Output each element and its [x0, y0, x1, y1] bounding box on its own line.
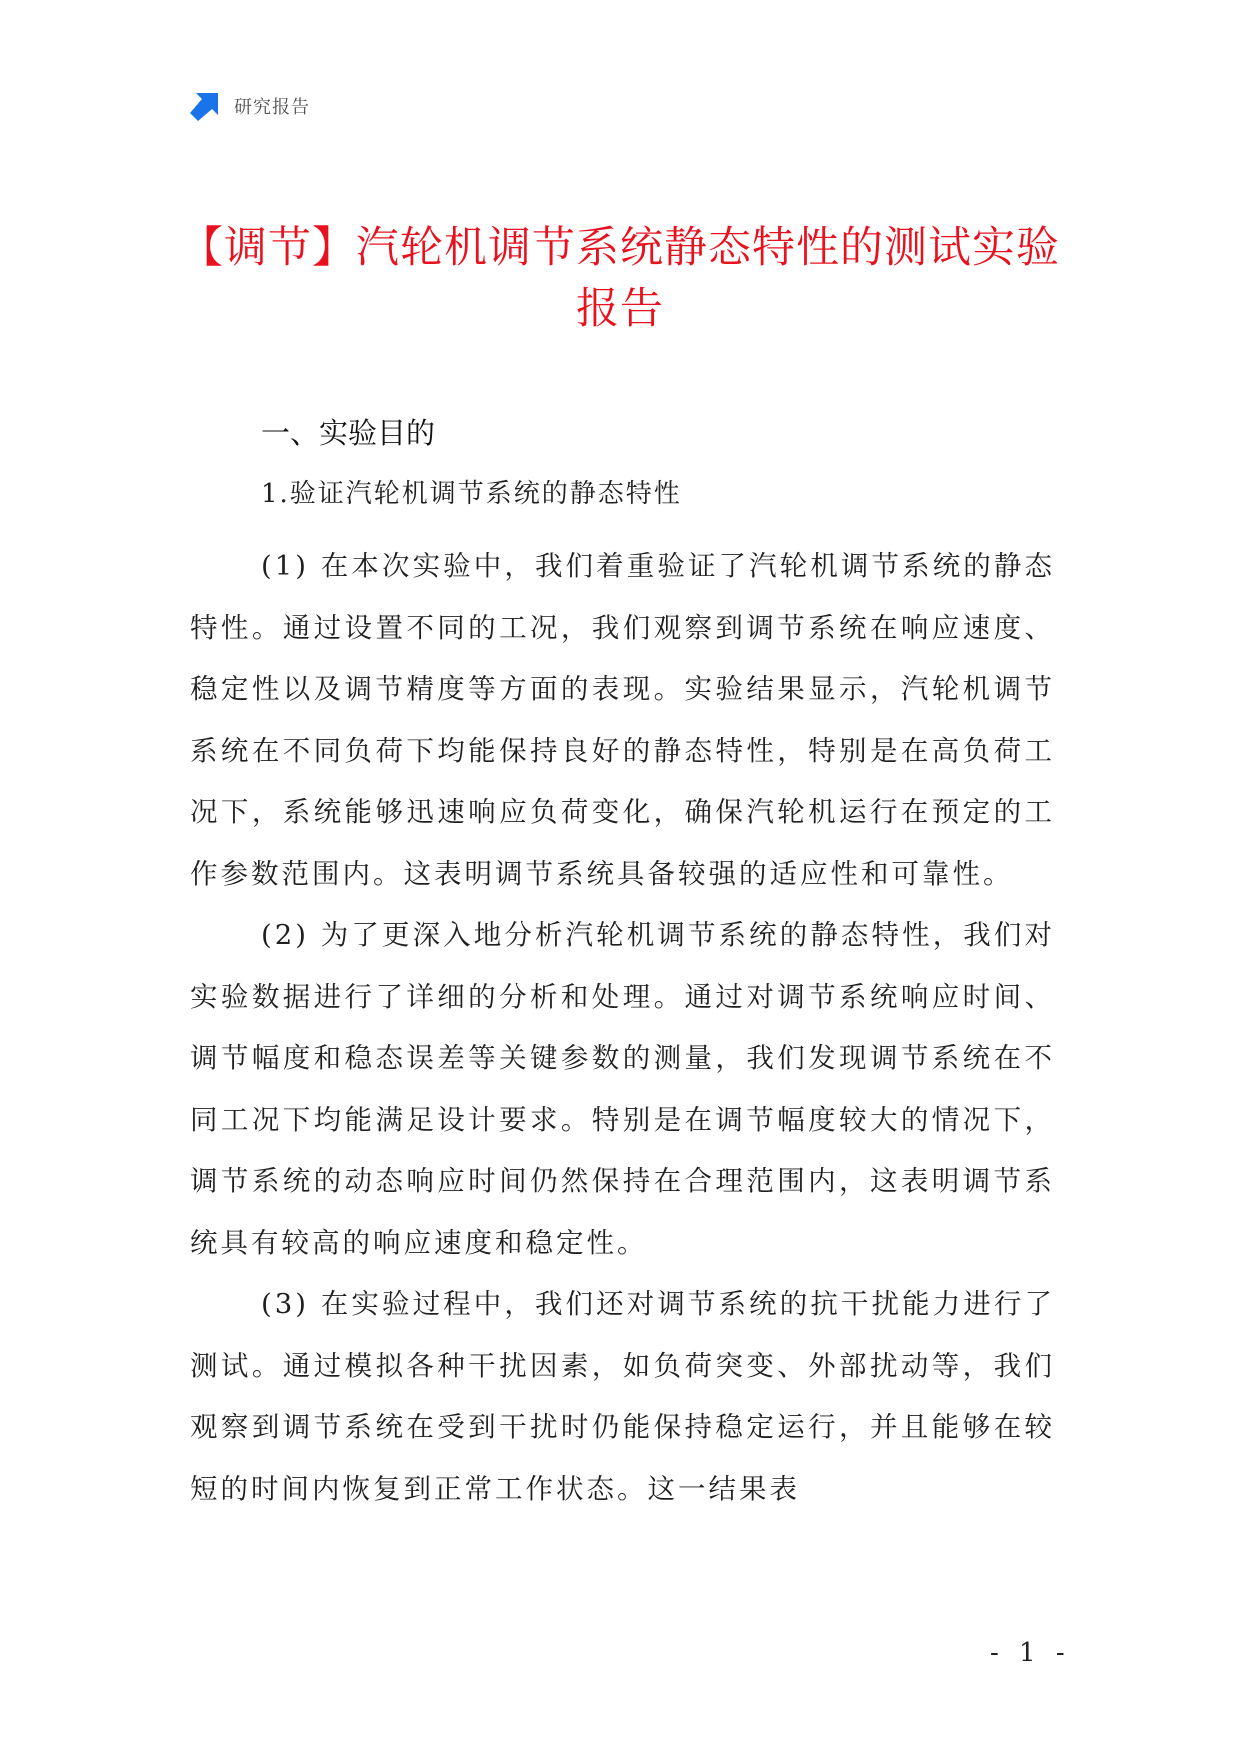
document-title: 【调节】汽轮机调节系统静态特性的测试实验报告 [180, 223, 1060, 334]
paragraph-3: (3) 在实验过程中，我们还对调节系统的抗干扰能力进行了测试。通过模拟各种干扰因素，如负荷突变、外部扰动等，我们观察到调节系统在受到干扰时仍能保持稳定运行，并且能够在较短的时间内恢复到正常工作状态。这一结果表 [190, 1288, 1055, 1505]
subheading: 1.验证汽轮机调节系统的静态特性 [261, 479, 682, 509]
section-heading: 一、实验目的 [261, 416, 436, 450]
page-number: - 1 - [990, 1638, 1071, 1668]
arrow-up-right-icon [190, 91, 220, 121]
document-body [190, 415, 1055, 1520]
paragraph-1: (1) 在本次实验中，我们着重验证了汽轮机调节系统的静态特性。通过设置不同的工况，我们观察到调节系统在响应速度、稳定性以及调节精度等方面的表现。实验结果显示，汽轮机调节系统在不同负荷下均能保持良好的静态特性，特别是在高负荷工况下，系统能够迅速响应负荷变化，确保汽轮机运行在预定的工作参数范围内。这表明调节系统具备较强的适应性和可靠性。 [190, 550, 1055, 890]
header-label: 研究报告 [234, 97, 310, 118]
paragraph-2: (2) 为了更深入地分析汽轮机调节系统的静态特性，我们对实验数据进行了详细的分析和处理。通过对调节系统响应时间、调节幅度和稳态误差等关键参数的测量，我们发现调节系统在不同工况下均能满足设计要求。特别是在调节幅度较大的情况下，调节系统的动态响应时间仍然保持在合理范围内，这表明调节系统具有较高的响应速度和稳定性。 [190, 919, 1055, 1259]
document-header [190, 88, 310, 124]
